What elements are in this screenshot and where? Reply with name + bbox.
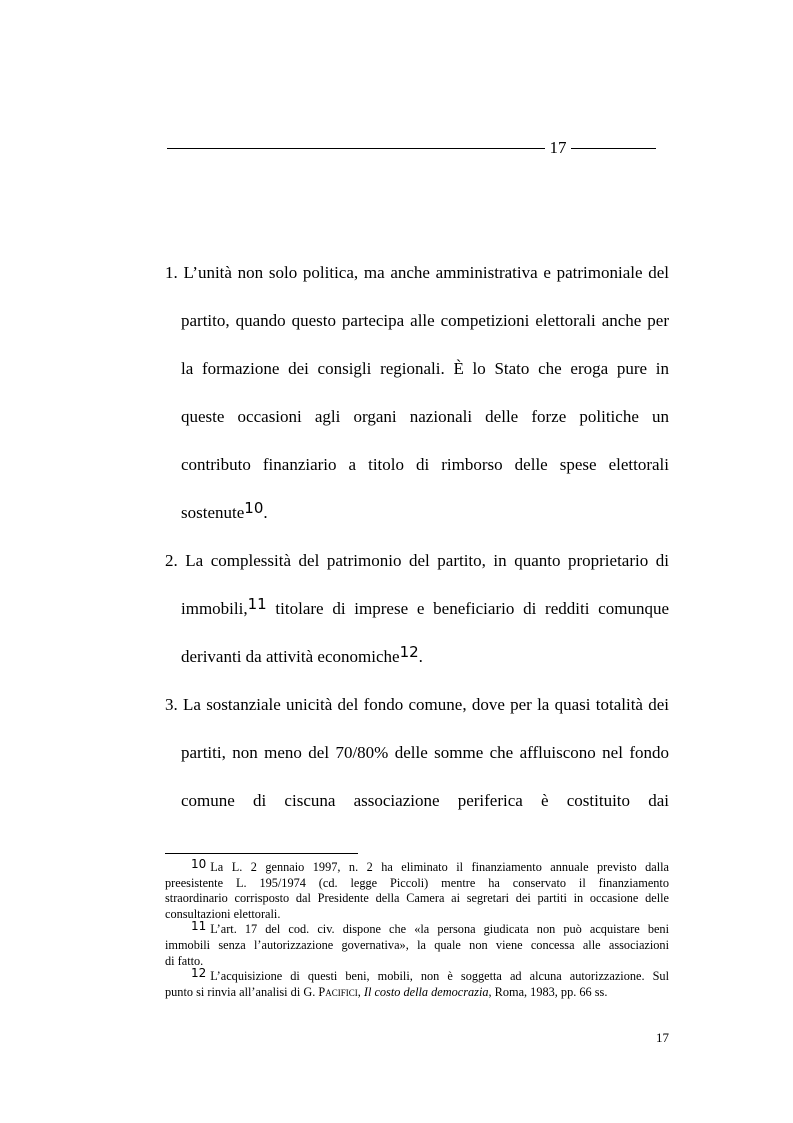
item-line (181, 633, 669, 681)
item-text: . (263, 503, 268, 522)
item-text: derivanti da attività economiche (181, 647, 400, 666)
item-text: sostenute (181, 503, 245, 522)
footnote-text: , Roma, 1983, pp. 66 ss. (488, 984, 608, 999)
item-line (181, 585, 669, 633)
item-line: 3. La sostanziale unicità del fondo comune, dove per la quasi totalità dei (165, 695, 669, 714)
item-line: 1. L’unità non solo politica, ma anche amministrativa e patrimoniale del (165, 263, 669, 282)
footnote-line: di fatto. (165, 953, 204, 968)
header-page-number: 17 (549, 138, 567, 157)
item-line: partito, quando questo partecipa alle competizioni elettorali anche per (181, 311, 669, 330)
footnote-separator (165, 853, 358, 854)
citation-title: Il costo della democrazia (363, 984, 489, 999)
footnote-number: 12 (191, 966, 207, 981)
footnote-12 (165, 966, 669, 1000)
footnote-text: punto si rinvia all’analisi di G. (165, 984, 319, 999)
item-line: 2. La complessità del patrimonio del partito, in quanto proprietario di (165, 551, 669, 570)
footnote-ref-12[interactable]: 12 (399, 643, 419, 661)
footnote-line (165, 985, 669, 1001)
footnote-line: immobili senza l’autorizzazione governativa», la quale non viene concessa alle associazioni (165, 937, 669, 952)
footnote-text: , (357, 984, 364, 999)
footnote-text: L’art. 17 del cod. civ. dispone che «la persona giudicata non può acquistare beni (210, 922, 669, 937)
item-line: comune di ciscuna associazione periferica è costituito dai (181, 791, 669, 810)
footnote-10 (165, 857, 669, 922)
footnote-line: consultazioni elettorali. (165, 906, 281, 921)
footnote-number: 11 (191, 919, 207, 934)
list-item-1 (165, 249, 669, 537)
item-text: immobili, (181, 599, 248, 618)
item-text: . (418, 647, 423, 666)
footnote-number: 10 (191, 857, 207, 871)
footnotes (165, 857, 669, 1000)
footnote-line (165, 966, 669, 985)
list-item-2 (165, 537, 669, 681)
item-text: titolare di imprese e beneficiario di redditi comunque (266, 599, 669, 618)
footnote-11 (165, 919, 669, 969)
footnote-ref-10[interactable]: 10 (244, 499, 264, 517)
running-header (167, 137, 656, 159)
footnote-ref-11[interactable]: 11 (247, 595, 267, 613)
footnote-line (165, 919, 669, 938)
item-line: partiti, non meno del 70/80% delle somme che affluiscono nel fondo (181, 743, 669, 762)
footnote-text: La L. 2 gennaio 1997, n. 2 ha eliminato il finanziamento annuale previsto dalla (210, 860, 669, 874)
item-line: la formazione dei consigli regionali. È lo Stato che eroga pure in (181, 359, 669, 378)
citation-author: Pacifici (318, 984, 358, 999)
item-line: contributo finanziario a titolo di rimborso delle spese elettorali (181, 455, 669, 474)
list-item-3 (165, 681, 669, 825)
header-rule-left (167, 148, 545, 149)
footnote-line (165, 857, 669, 876)
footnote-text: L’acquisizione di questi beni, mobili, non è soggetta ad alcuna autorizzazione. Sul (210, 969, 669, 984)
item-line (181, 489, 669, 537)
footnote-line: preesistente L. 195/1974 (cd. legge Piccoli) mentre ha conservato il finanziamento (165, 875, 669, 890)
footer-page-number: 17 (656, 1030, 669, 1045)
header-rule-right (571, 148, 656, 149)
footnote-line: straordinario corrisposto dal Presidente della Camera ai segretari dei partiti in occasione delle (165, 891, 669, 906)
item-line: queste occasioni agli organi nazionali delle forze politiche un (181, 407, 669, 426)
